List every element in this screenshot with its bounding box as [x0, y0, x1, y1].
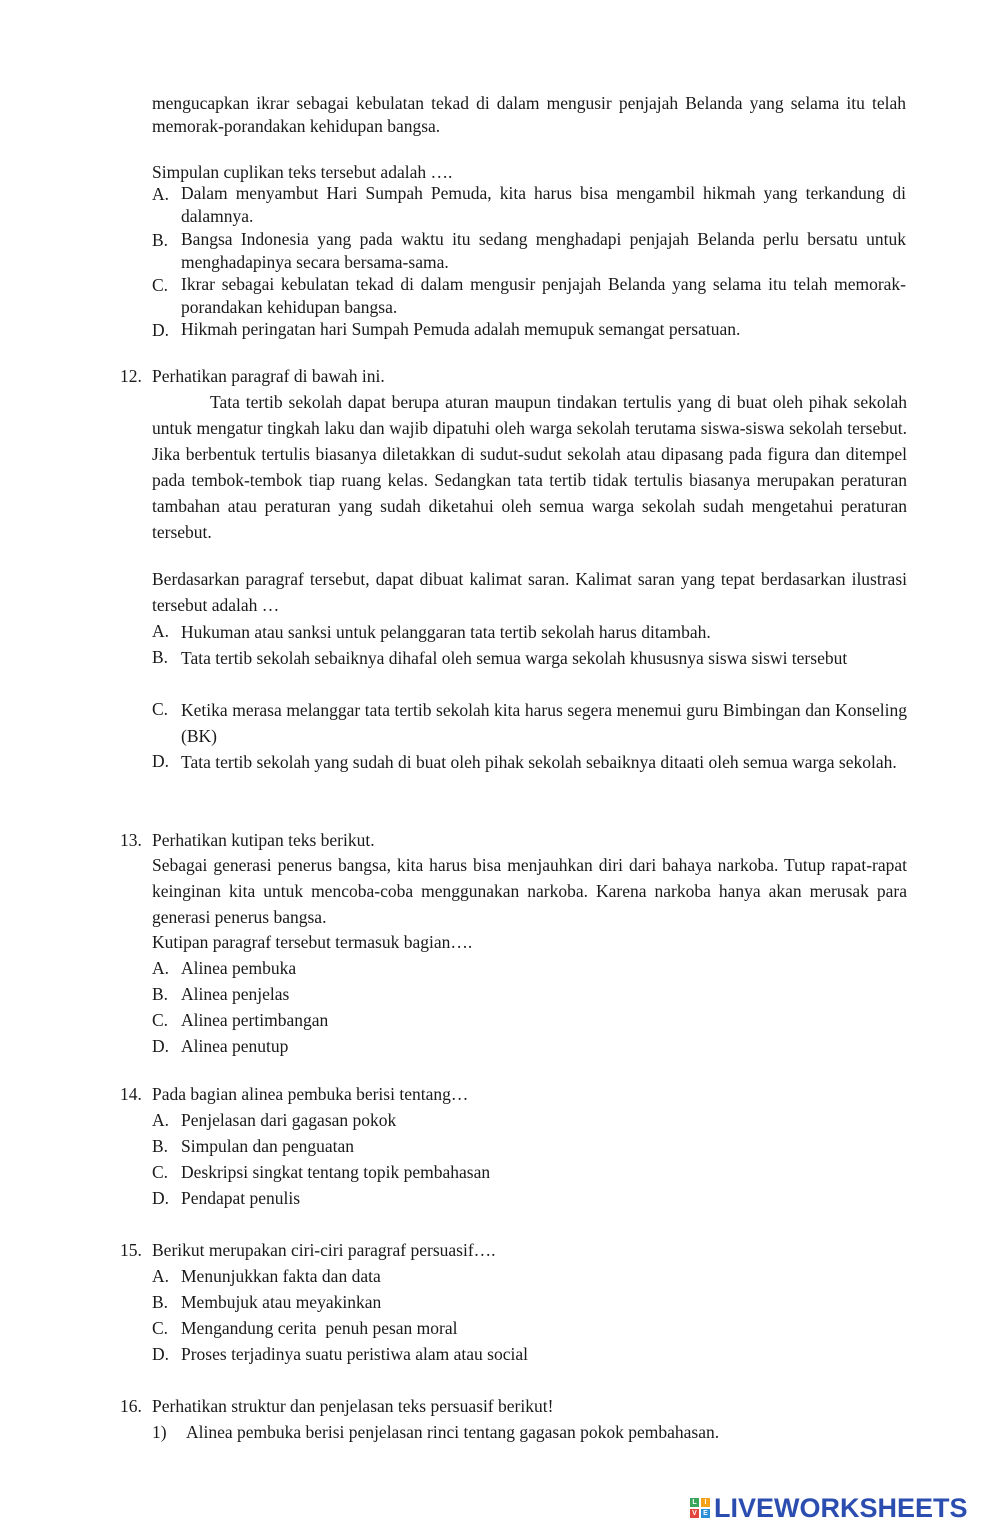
option-text: Penjelasan dari gagasan pokok: [181, 1110, 397, 1130]
option-text: Alinea penjelas: [181, 984, 290, 1004]
q13-title: Perhatikan kutipan teks berikut.: [152, 830, 375, 850]
q13-stem: Kutipan paragraf tersebut termasuk bagian….: [152, 932, 473, 952]
option-letter: C.: [152, 275, 169, 295]
option-letter: D.: [152, 1188, 170, 1208]
option-letter: D.: [152, 1036, 170, 1056]
logo-letter-i: I: [701, 1498, 710, 1507]
logo-letter-l: L: [690, 1498, 699, 1507]
option-letter: B.: [152, 984, 169, 1004]
option-letter: D.: [152, 751, 170, 771]
q16-number: 16.: [120, 1396, 142, 1416]
option-text: Alinea pertimbangan: [181, 1010, 329, 1030]
q12-passage: Tata tertib sekolah dapat berupa aturan maupun tindakan tertulis yang di buat oleh pihak sekolah untuk mengatur tingkah laku dan wajib dipatuhi oleh warga sekolah terutama siswa-siswa sekolah tersebut. Jika berbentuk tertulis biasanya diletakkan di sudut-sudut sekolah atau dipasang pada figura dan ditempel pada tembok-tembok tiap ruang kelas. Sedangkan tata tertib tidak tertulis biasanya merupakan peraturan tambahan atau peraturan yang sudah diketahui oleh semua warga sekolah sudah mengetahui peraturan tersebut.: [152, 392, 907, 542]
q14-number: 14.: [120, 1084, 142, 1104]
option-text: Tata tertib sekolah yang sudah di buat oleh pihak sekolah sebaiknya ditaati oleh semua warga sekolah.: [181, 752, 897, 772]
option-text: Proses terjadinya suatu peristiwa alam atau social: [181, 1344, 528, 1364]
q16-item1-number: 1): [152, 1422, 167, 1442]
option-letter: A.: [152, 184, 170, 204]
q11-intro: mengucapkan ikrar sebagai kebulatan tekad di dalam mengusir penjajah Belanda yang selama itu telah memorak-porandakan kehidupan bangsa.: [152, 93, 906, 136]
q12-stem: Berdasarkan paragraf tersebut, dapat dibuat kalimat saran. Kalimat saran yang tepat berdasarkan ilustrasi tersebut adalah …: [152, 569, 907, 615]
q12-title: Perhatikan paragraf di bawah ini.: [152, 366, 385, 386]
option-text: Mengandung cerita penuh pesan moral: [181, 1318, 458, 1338]
option-letter: A.: [152, 1110, 170, 1130]
q15-title: Berikut merupakan ciri-ciri paragraf persuasif….: [152, 1240, 496, 1260]
option-text: Menunjukkan fakta dan data: [181, 1266, 381, 1286]
option-text: Simpulan dan penguatan: [181, 1136, 355, 1156]
option-letter: A.: [152, 621, 170, 641]
liveworksheets-logo-icon: [690, 1498, 710, 1518]
option-letter: C.: [152, 1162, 169, 1182]
option-letter: B.: [152, 1292, 169, 1312]
logo-letter-e: E: [701, 1509, 710, 1518]
q15-number: 15.: [120, 1240, 142, 1260]
option-text: Bangsa Indonesia yang pada waktu itu sedang menghadapi penjajah Belanda perlu bersatu untuk menghadapinya secara bersama-sama.: [181, 229, 906, 272]
q14-title: Pada bagian alinea pembuka berisi tentang…: [152, 1084, 469, 1104]
option-text: Pendapat penulis: [181, 1188, 301, 1208]
option-text: Membujuk atau meyakinkan: [181, 1292, 382, 1312]
q11-stem: Simpulan cuplikan teks tersebut adalah ….: [152, 162, 453, 182]
option-text: Deskripsi singkat tentang topik pembahasan: [181, 1162, 491, 1182]
q12-number: 12.: [120, 366, 142, 386]
option-letter: C.: [152, 699, 169, 719]
option-text: Alinea pembuka: [181, 958, 297, 978]
option-text: Ikrar sebagai kebulatan tekad di dalam mengusir penjajah Belanda yang selama itu telah memorak-porandakan kehidupan bangsa.: [181, 274, 906, 317]
option-letter: D.: [152, 320, 170, 340]
liveworksheets-logo[interactable]: [690, 1488, 990, 1528]
option-text: Alinea penutup: [181, 1036, 289, 1056]
option-text: Hikmah peringatan hari Sumpah Pemuda adalah memupuk semangat persatuan.: [181, 319, 741, 339]
option-letter: A.: [152, 958, 170, 978]
option-letter: C.: [152, 1318, 169, 1338]
q13-number: 13.: [120, 830, 142, 850]
q16-item1-text: Alinea pembuka berisi penjelasan rinci tentang gagasan pokok pembahasan.: [186, 1422, 720, 1442]
q16-title: Perhatikan struktur dan penjelasan teks persuasif berikut!: [152, 1396, 554, 1416]
option-letter: B.: [152, 230, 169, 250]
option-letter: A.: [152, 1266, 170, 1286]
liveworksheets-wordmark: LIVEWORKSHEETS: [714, 1492, 968, 1523]
option-letter: B.: [152, 1136, 169, 1156]
option-text: Ketika merasa melanggar tata tertib sekolah kita harus segera menemui guru Bimbingan dan Konseling (BK): [181, 700, 907, 746]
q13-passage: Sebagai generasi penerus bangsa, kita harus bisa menjauhkan diri dari bahaya narkoba. Tutup rapat-rapat keinginan kita untuk mencoba-coba menggunakan narkoba. Karena narkoba hanya akan merusak para generasi penerus bangsa.: [152, 855, 907, 927]
option-text: Tata tertib sekolah sebaiknya dihafal oleh semua warga sekolah khususnya siswa siswi tersebut: [181, 648, 848, 668]
option-letter: C.: [152, 1010, 169, 1030]
option-letter: D.: [152, 1344, 170, 1364]
option-text: Hukuman atau sanksi untuk pelanggaran tata tertib sekolah harus ditambah.: [181, 622, 711, 642]
option-letter: B.: [152, 647, 169, 667]
option-text: Dalam menyambut Hari Sumpah Pemuda, kita harus bisa mengambil hikmah yang terkandung di dalamnya.: [181, 183, 906, 226]
logo-letter-v: V: [690, 1509, 699, 1518]
